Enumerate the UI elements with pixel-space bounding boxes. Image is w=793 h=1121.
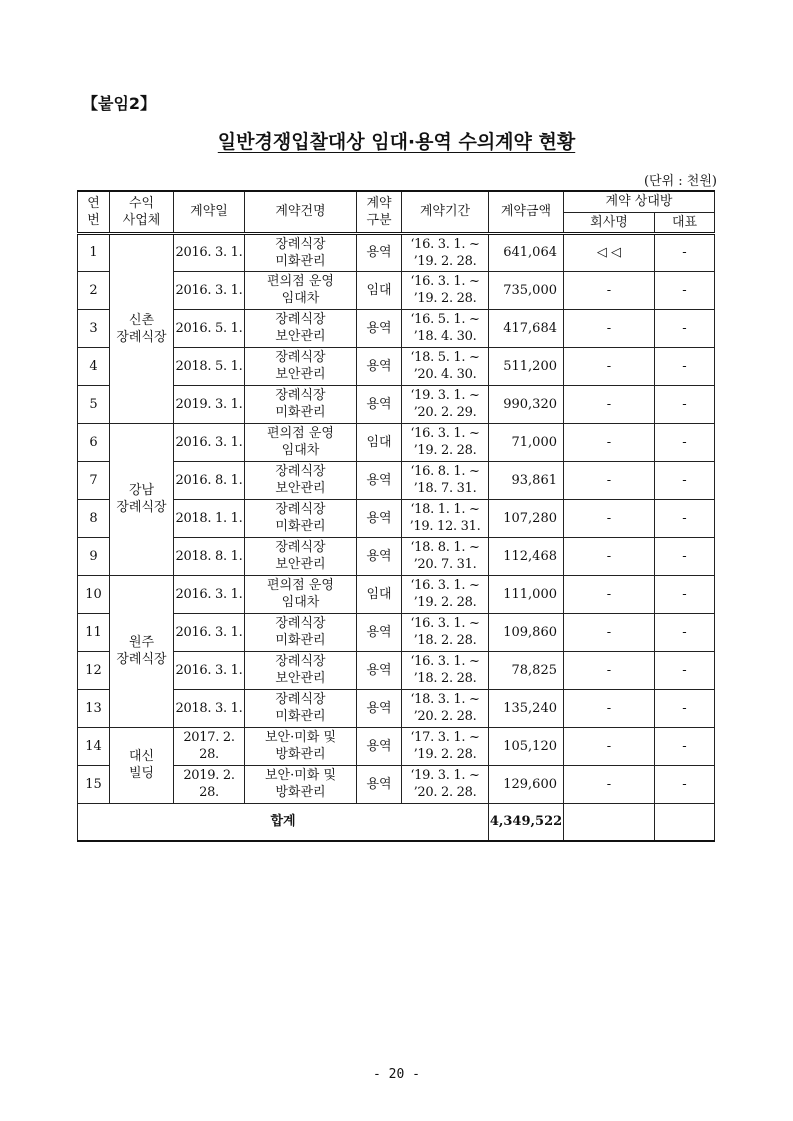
- header-amount: 계약금액: [489, 191, 564, 233]
- table-row: [78, 651, 715, 689]
- header-no: 연 번: [78, 191, 110, 233]
- table-row: [78, 461, 715, 499]
- contract-date: 2016. 3. 1.: [174, 233, 245, 271]
- contract-name: 장례식장 보안관리: [245, 537, 357, 575]
- contract-date: 2017. 2. 28.: [174, 727, 245, 765]
- contract-date: 2016. 3. 1.: [174, 423, 245, 461]
- contract-date: 2016. 3. 1.: [174, 613, 245, 651]
- contract-period: ‘16. 3. 1. ~ ’18. 2. 28.: [402, 613, 489, 651]
- contract-name: 장례식장 보안관리: [245, 347, 357, 385]
- row-no: 3: [78, 309, 110, 347]
- table-row: [78, 385, 715, 423]
- contract-amount: 111,000: [489, 575, 564, 613]
- table-row: [78, 537, 715, 575]
- business-name: 신촌 장례식장: [110, 233, 174, 423]
- contract-period: ‘16. 3. 1. ~ ’18. 2. 28.: [402, 651, 489, 689]
- table-row: [78, 347, 715, 385]
- total-amount: 4,349,522: [489, 803, 564, 841]
- contract-period: ‘16. 5. 1. ~ ’18. 4. 30.: [402, 309, 489, 347]
- contract-date: 2018. 5. 1.: [174, 347, 245, 385]
- contract-period: ‘16. 3. 1. ~ ’19. 2. 28.: [402, 233, 489, 271]
- contract-amount: 641,064: [489, 233, 564, 271]
- contract-date: 2019. 3. 1.: [174, 385, 245, 423]
- contract-type: 용역: [357, 765, 402, 803]
- contract-period: ‘18. 5. 1. ~ ’20. 4. 30.: [402, 347, 489, 385]
- contract-amount: 105,120: [489, 727, 564, 765]
- party-rep: -: [655, 309, 715, 347]
- contract-name: 장례식장 보안관리: [245, 309, 357, 347]
- contract-amount: 511,200: [489, 347, 564, 385]
- contract-date: 2016. 3. 1.: [174, 271, 245, 309]
- party-rep: -: [655, 651, 715, 689]
- party-company: -: [564, 309, 655, 347]
- total-row: [78, 803, 715, 841]
- table-body: [78, 233, 715, 841]
- contract-type: 용역: [357, 309, 402, 347]
- row-no: 1: [78, 233, 110, 271]
- party-rep: -: [655, 385, 715, 423]
- table-row: [78, 499, 715, 537]
- party-company: -: [564, 385, 655, 423]
- header-company: 회사명: [564, 212, 655, 233]
- row-no: 12: [78, 651, 110, 689]
- contract-name: 보안·미화 및 방화관리: [245, 765, 357, 803]
- table-row: [78, 727, 715, 765]
- row-no: 13: [78, 689, 110, 727]
- party-rep: -: [655, 765, 715, 803]
- contract-type: 용역: [357, 689, 402, 727]
- contract-amount: 112,468: [489, 537, 564, 575]
- contract-name: 편의점 운영 임대차: [245, 271, 357, 309]
- header-date: 계약일: [174, 191, 245, 233]
- contract-name: 장례식장 미화관리: [245, 689, 357, 727]
- header-type: 계약 구분: [357, 191, 402, 233]
- total-label: 합계: [78, 803, 489, 841]
- unit-label: (단위 : 천원): [643, 174, 717, 189]
- business-name: 강남 장례식장: [110, 423, 174, 575]
- contract-name: 장례식장 미화관리: [245, 499, 357, 537]
- contract-date: 2018. 1. 1.: [174, 499, 245, 537]
- table-row: [78, 689, 715, 727]
- party-rep: -: [655, 423, 715, 461]
- row-no: 4: [78, 347, 110, 385]
- table-row: [78, 271, 715, 309]
- party-company: -: [564, 651, 655, 689]
- contract-name: 장례식장 미화관리: [245, 613, 357, 651]
- party-rep: -: [655, 537, 715, 575]
- party-company: ◁ ◁: [564, 233, 655, 271]
- contract-amount: 109,860: [489, 613, 564, 651]
- contract-name: 장례식장 보안관리: [245, 651, 357, 689]
- party-rep: -: [655, 613, 715, 651]
- contract-amount: 990,320: [489, 385, 564, 423]
- contract-name: 보안·미화 및 방화관리: [245, 727, 357, 765]
- contract-period: ‘16. 3. 1. ~ ’19. 2. 28.: [402, 423, 489, 461]
- contract-type: 임대: [357, 575, 402, 613]
- total-rep-empty: [655, 803, 715, 841]
- contract-type: 용역: [357, 499, 402, 537]
- contract-period: ‘19. 3. 1. ~ ’20. 2. 29.: [402, 385, 489, 423]
- contract-name: 편의점 운영 임대차: [245, 575, 357, 613]
- contract-type: 용역: [357, 613, 402, 651]
- contract-type: 용역: [357, 727, 402, 765]
- contract-date: 2018. 8. 1.: [174, 537, 245, 575]
- contract-amount: 129,600: [489, 765, 564, 803]
- row-no: 2: [78, 271, 110, 309]
- contract-period: ‘19. 3. 1. ~ ’20. 2. 28.: [402, 765, 489, 803]
- contract-type: 용역: [357, 651, 402, 689]
- business-name: 원주 장례식장: [110, 575, 174, 727]
- contract-type: 용역: [357, 347, 402, 385]
- business-name: 대신 빌딩: [110, 727, 174, 803]
- row-no: 11: [78, 613, 110, 651]
- contract-name: 장례식장 미화관리: [245, 385, 357, 423]
- table-row: [78, 309, 715, 347]
- party-company: -: [564, 347, 655, 385]
- header-name: 계약건명: [245, 191, 357, 233]
- attachment-tag: 【붙임2】: [82, 94, 157, 113]
- contract-date: 2018. 3. 1.: [174, 689, 245, 727]
- total-company-empty: [564, 803, 655, 841]
- contract-amount: 107,280: [489, 499, 564, 537]
- party-company: -: [564, 499, 655, 537]
- contract-date: 2016. 8. 1.: [174, 461, 245, 499]
- party-company: -: [564, 537, 655, 575]
- party-company: -: [564, 765, 655, 803]
- contract-amount: 417,684: [489, 309, 564, 347]
- page-title: 일반경쟁입찰대상 임대·용역 수의계약 현황: [217, 131, 576, 153]
- contract-name: 장례식장 보안관리: [245, 461, 357, 499]
- row-no: 6: [78, 423, 110, 461]
- row-no: 7: [78, 461, 110, 499]
- party-rep: -: [655, 499, 715, 537]
- party-rep: -: [655, 233, 715, 271]
- party-rep: -: [655, 347, 715, 385]
- party-company: -: [564, 613, 655, 651]
- party-company: -: [564, 461, 655, 499]
- party-company: -: [564, 689, 655, 727]
- table-row: [78, 613, 715, 651]
- party-company: -: [564, 727, 655, 765]
- contract-type: 용역: [357, 461, 402, 499]
- contract-period: ‘17. 3. 1. ~ ’19. 2. 28.: [402, 727, 489, 765]
- row-no: 14: [78, 727, 110, 765]
- contract-type: 용역: [357, 385, 402, 423]
- contract-type: 임대: [357, 271, 402, 309]
- contract-period: ‘16. 8. 1. ~ ’18. 7. 31.: [402, 461, 489, 499]
- contract-period: ‘18. 1. 1. ~ ’19. 12. 31.: [402, 499, 489, 537]
- contract-type: 용역: [357, 537, 402, 575]
- party-rep: -: [655, 727, 715, 765]
- party-rep: -: [655, 575, 715, 613]
- header-period: 계약기간: [402, 191, 489, 233]
- header-rep: 대표: [655, 212, 715, 233]
- contract-date: 2019. 2. 28.: [174, 765, 245, 803]
- contract-period: ‘18. 3. 1. ~ ’20. 2. 28.: [402, 689, 489, 727]
- table-row: [78, 575, 715, 613]
- row-no: 9: [78, 537, 110, 575]
- contract-amount: 735,000: [489, 271, 564, 309]
- table-row: [78, 765, 715, 803]
- party-company: -: [564, 271, 655, 309]
- contract-date: 2016. 5. 1.: [174, 309, 245, 347]
- party-rep: -: [655, 461, 715, 499]
- contract-amount: 135,240: [489, 689, 564, 727]
- contract-date: 2016. 3. 1.: [174, 575, 245, 613]
- header-party: 계약 상대방: [564, 191, 715, 212]
- page-number: - 20 -: [373, 1067, 420, 1082]
- row-no: 15: [78, 765, 110, 803]
- contract-type: 임대: [357, 423, 402, 461]
- table-row: [78, 233, 715, 271]
- contract-period: ‘18. 8. 1. ~ ’20. 7. 31.: [402, 537, 489, 575]
- contract-amount: 93,861: [489, 461, 564, 499]
- party-company: -: [564, 423, 655, 461]
- contract-period: ‘16. 3. 1. ~ ’19. 2. 28.: [402, 575, 489, 613]
- contract-name: 장례식장 미화관리: [245, 233, 357, 271]
- party-rep: -: [655, 271, 715, 309]
- contract-table: [77, 190, 715, 842]
- contract-amount: 71,000: [489, 423, 564, 461]
- party-rep: -: [655, 689, 715, 727]
- header-business: 수익 사업체: [110, 191, 174, 233]
- contract-date: 2016. 3. 1.: [174, 651, 245, 689]
- row-no: 8: [78, 499, 110, 537]
- row-no: 5: [78, 385, 110, 423]
- contract-name: 편의점 운영 임대차: [245, 423, 357, 461]
- table-row: [78, 423, 715, 461]
- contract-period: ‘16. 3. 1. ~ ’19. 2. 28.: [402, 271, 489, 309]
- contract-amount: 78,825: [489, 651, 564, 689]
- party-company: -: [564, 575, 655, 613]
- contract-type: 용역: [357, 233, 402, 271]
- row-no: 10: [78, 575, 110, 613]
